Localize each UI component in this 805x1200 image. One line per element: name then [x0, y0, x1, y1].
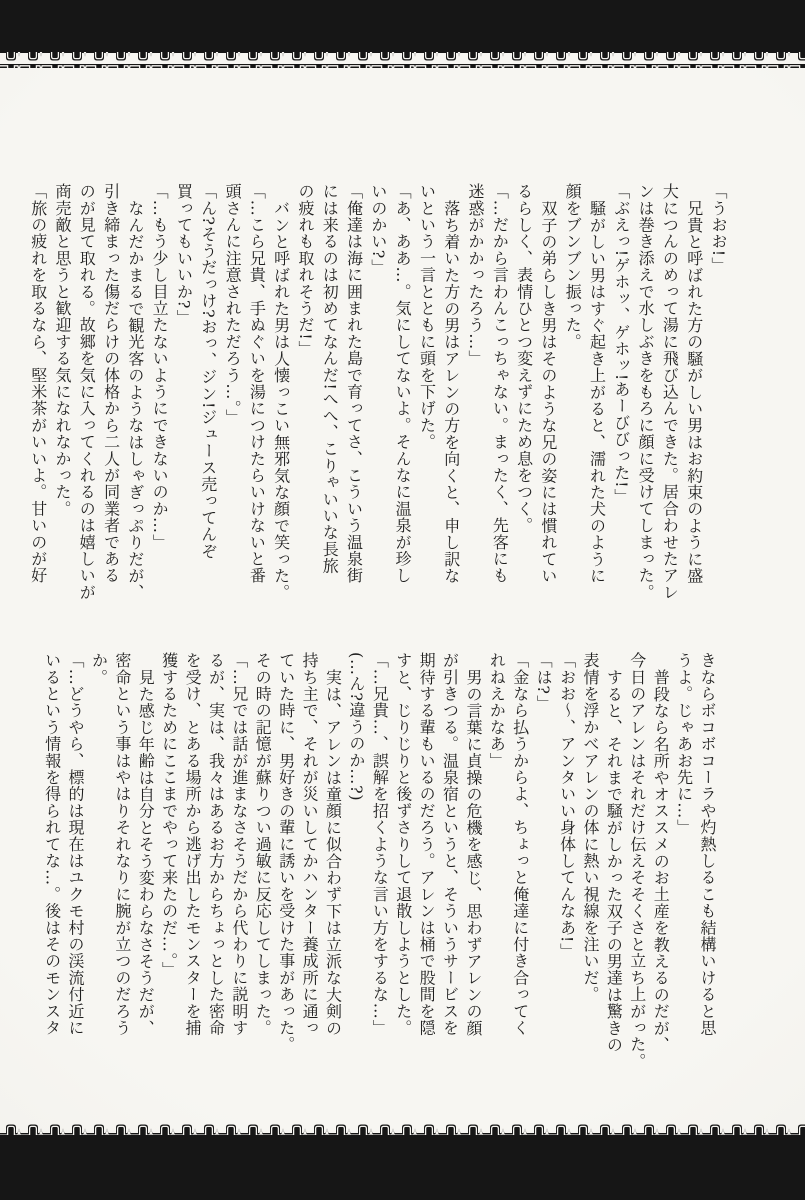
text-column: 実は、アレンは童顔に似合わず下は立派な大剣の	[323, 669, 343, 1037]
text-column: 密命という事はやはりそれなりに腕が立つのだろう	[112, 652, 132, 1037]
text-column: 引き締まった傷だらけの体格から二人が同業者である	[101, 183, 121, 584]
text-column: いという一言とともに頭を下げた。	[417, 183, 437, 451]
decorative-lace-border-bottom	[0, 1121, 805, 1200]
text-column: いるという情報を得られてな…。後はそのモンスタ	[42, 652, 62, 1037]
text-column: れねえかなあ」	[487, 652, 507, 769]
text-column: が引きつる。温泉宿というと、そういうサービスを	[440, 652, 460, 1037]
text-column: 表情を浮かべアレンの体に熱い視線を注いだ。	[580, 652, 600, 1003]
text-column: うよ。じゃあお先に…」	[674, 652, 694, 836]
text-column: か。	[89, 652, 109, 686]
text-column: るが、実は、我々はあるお方からちょっとした密命	[206, 652, 226, 1037]
text-column: 期待する輩もいるのだろう。アレンは桶で股間を隠	[417, 652, 437, 1037]
text-column: 「俺達は海に囲まれた島で育ってさ、こういう温泉街	[344, 183, 364, 584]
text-column: の疲れも取れそうだ!」	[295, 183, 315, 358]
text-block-upper	[25, 183, 730, 604]
text-column: 「…もう少し目立たないようにできないのか…」	[150, 183, 170, 551]
text-column: 顔をブンブン振った。	[563, 183, 583, 350]
text-column: 落ち着いた方の男はアレンの方を向くと、申し訳な	[441, 200, 461, 585]
text-column: 見た感じ年齢は自分とそう変わらなさそうだが、	[136, 669, 156, 1037]
text-block-lower	[40, 652, 719, 1073]
text-column: 商売敵と思うと歓迎する気になれなかった。	[52, 183, 72, 517]
text-column: 迷惑がかかったろう…」	[466, 183, 486, 367]
text-column: 大につんのめって湯に飛び込んできた。居合わせたアレ	[660, 183, 680, 601]
text-column: ンは巻き添えで水しぶきをもろに顔に受けてしまった。	[636, 183, 656, 601]
decorative-lace-border-top	[0, 0, 805, 68]
text-column: 男の言葉に貞操の危機を感じ、思わずアレンの顔	[463, 669, 483, 1037]
text-column: きならボコボコーラや灼熱しるこも結構いけると思	[698, 652, 717, 1037]
text-column: るらしく、表情ひとつ変えずにため息をつく。	[514, 183, 534, 534]
text-column: いのかい?」	[368, 183, 388, 276]
text-column: 「…だから言わんこっちゃない。まったく、先客にも	[490, 183, 510, 584]
text-column: (…ん?違うのか…?)	[346, 652, 366, 802]
text-column: 普段なら名所やオススメのお土産を教えるのだが、	[651, 669, 671, 1054]
text-column: 「ん?そうだっけ?おっ、ジン!ジュース売ってんぞ	[198, 183, 218, 560]
lace-border-bottom-graphic	[0, 1121, 805, 1200]
lace-border-top-graphic	[0, 0, 805, 68]
text-column: 「…どうやら、標的は現在はユクモ村の渓流付近に	[66, 652, 86, 1037]
text-column: 買ってもいいか?」	[174, 183, 194, 326]
text-column: 今日のアレンはそれだけ伝えそそくさと立ち上がった。	[627, 652, 647, 1070]
text-column: その時の記憶が蘇りつい過敏に反応してしまった。	[253, 652, 273, 1037]
text-column: 「…兄貴…、誤解を招くような言い方をするな…」	[370, 652, 390, 1037]
text-column: 「あ、ああ…。気にしてないよ。そんなに温泉が珍し	[393, 183, 413, 584]
text-column: のが見て取れる。故郷を気に入ってくれるのは嬉しいが	[77, 183, 97, 601]
text-column: すと、じりじりと後ずさりして退散しようとした。	[393, 652, 413, 1037]
text-column: 「うおお!」	[709, 183, 728, 274]
text-column: 「おお〜、アンタいい身体してんなあ!」	[557, 652, 577, 960]
text-column: ていた時に、男好きの輩に誘いを受けた事があった。	[276, 652, 296, 1053]
text-column: には来るのは初めてなんだ!へへ、こりゃいいな長旅	[320, 183, 340, 575]
text-column: 「…こら兄貴、手ぬぐいを湯につけたらいけないと番	[247, 183, 267, 584]
text-column: 「ぶえっ!ゲホッ、ゲホッ!あーびびった!」	[611, 183, 631, 505]
text-column: 双子の弟らしき男はそのような兄の姿には慣れてい	[538, 200, 558, 585]
text-column: 「旅の疲れを取るなら、堅米茶がいいよ。甘いのが好	[28, 183, 48, 584]
text-column: 兄貴と呼ばれた方の騒がしい男はお約束のように盛	[684, 200, 704, 585]
text-column: を受け、とある場所から逃げ出したモンスターを捕	[183, 652, 203, 1037]
text-column: 「…兄では話が進まなさそうだから代わりに説明す	[229, 652, 249, 1037]
text-column: 「は?」	[534, 652, 554, 712]
text-column: バンと呼ばれた男は人懐っこい無邪気な顔で笑った。	[271, 200, 291, 601]
text-column: 頭さんに注意されただろう…。」	[223, 183, 243, 426]
text-column: 「金なら払うからよ、ちょっと俺達に付き合ってく	[510, 652, 530, 1037]
text-column: 獲するためにここまでやって来たのだ…。」	[159, 652, 179, 978]
text-column: 持ち主で、それが災いしてかハンター養成所に通っ	[300, 652, 320, 1037]
text-column: なんだかまるで観光客のようなはしゃぎっぷりだが、	[125, 200, 145, 601]
text-column: すると、それまで騒がしかった双子の男達は驚きの	[604, 669, 624, 1054]
text-column: 騒がしい男はすぐ起き上がると、濡れた犬のように	[587, 200, 607, 585]
